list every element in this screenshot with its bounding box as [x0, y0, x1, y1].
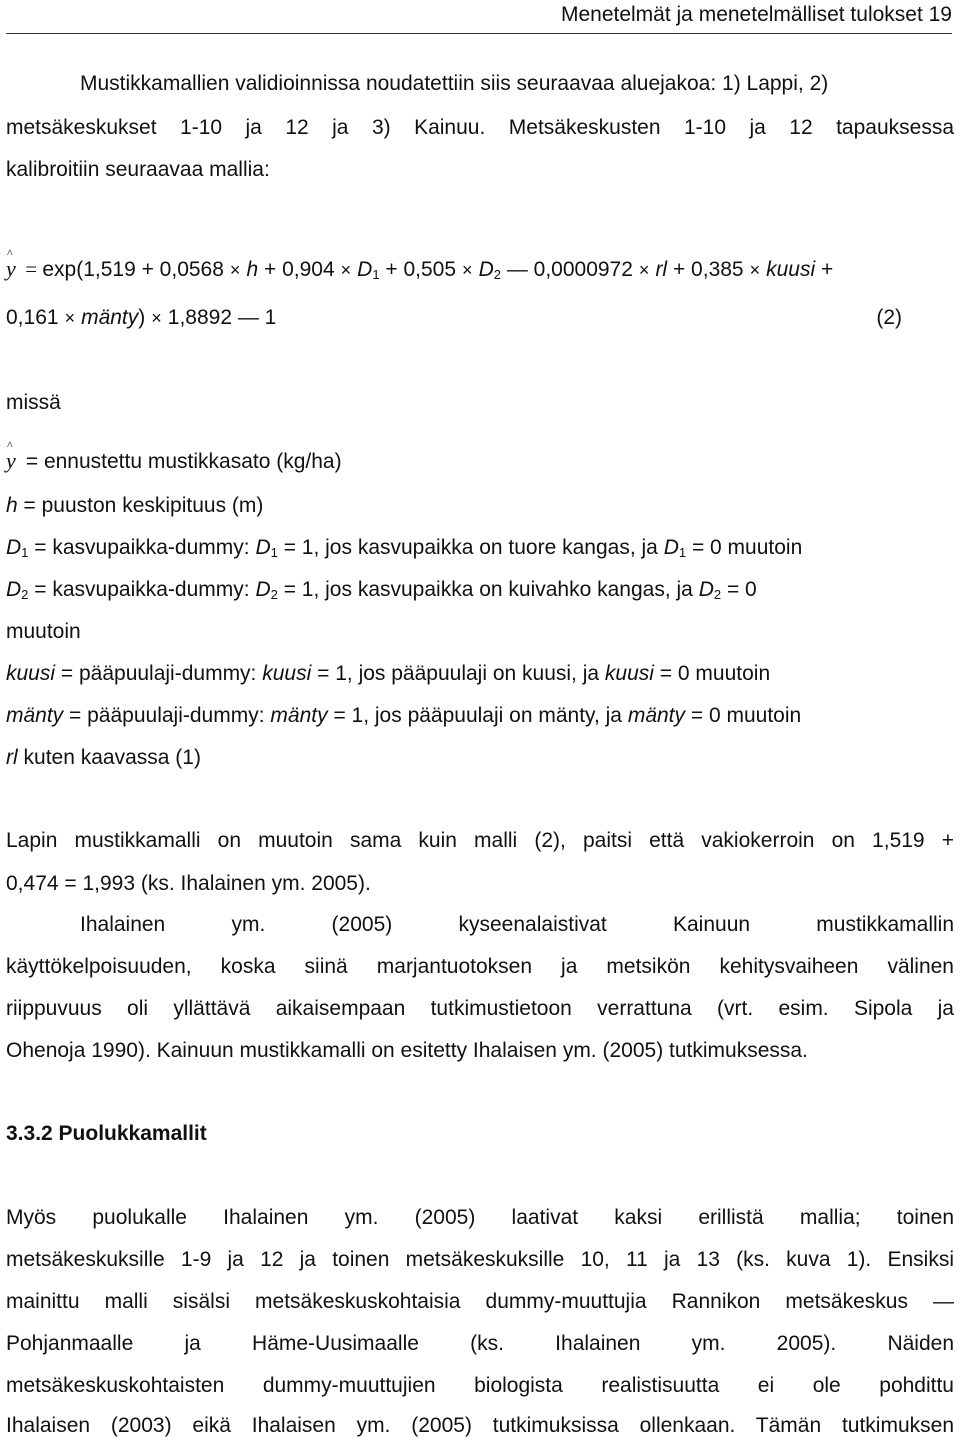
- missa-label: missä: [6, 391, 61, 414]
- section-heading: 3.3.2 Puolukkamallit: [6, 1122, 207, 1145]
- lappi-line-1: Lapin mustikkamalli on muutoin sama kuin malli (2), paitsi että vakiokerroin on 1,519 +: [6, 829, 954, 852]
- def-yhat: ^ y = ennustettu mustikkasato (kg/ha): [6, 438, 342, 473]
- def-d2-cont: muutoin: [6, 620, 81, 643]
- puolukka-line-3: mainittu malli sisälsi metsäkeskuskohtaisia dummy-muuttujia Rannikon metsäkeskus —: [6, 1290, 954, 1313]
- puolukka-line-2: metsäkeskuksille 1-9 ja 12 ja toinen metsäkeskuksille 10, 11 ja 13 (ks. kuva 1). Ensiksi: [6, 1248, 954, 1271]
- page-header: [0, 0, 960, 36]
- intro-line-2: metsäkeskukset 1-10 ja 12 ja 3) Kainuu. Metsäkeskusten 1-10 ja 12 tapauksessa: [6, 116, 954, 139]
- equation-line-2: 0,161 × mänty) × 1,8892 — 1 (2): [6, 304, 954, 332]
- puolukka-line-5: metsäkeskuskohtaisten dummy-muuttujien biologista realistisuutta ei ole pohdittu: [6, 1374, 954, 1397]
- def-h: h = puuston keskipituus (m): [6, 494, 264, 517]
- equation-line-1: ^ $y = \exp(1,519 + 0,0568 \times h + 0,904 \times D_1 + 0,505 \times D_2$ — 0,0000972 × rl + 0,385 × kuusi +: [6, 246, 834, 282]
- def-d1: $D_1$ = kasvupaikka-dummy: $D_1 = 1$, jos kasvupaikka on tuore kangas, ja $D_1 = 0$ muutoin: [6, 536, 803, 560]
- def-kuusi: kuusi = pääpuulaji-dummy: kuusi = 1, jos pääpuulaji on kuusi, ja kuusi = 0 muutoin: [6, 662, 771, 685]
- intro-line-1: Mustikkamallien validioinnissa noudatettiin siis seuraavaa aluejakoa: 1) Lappi, 2): [80, 72, 829, 95]
- ihalainen-line-3: riippuvuus oli yllättävä aikaisempaan tutkimustietoon verrattuna (vrt. esim. Sipola ja: [6, 997, 954, 1020]
- equation-number: (2): [876, 306, 902, 329]
- header-rule: [6, 33, 952, 34]
- puolukka-line-1: Myös puolukalle Ihalainen ym. (2005) laativat kaksi erillistä mallia; toinen: [6, 1206, 954, 1229]
- def-d2: $D_2$ = kasvupaikka-dummy: $D_2 = 1$, jos kasvupaikka on kuivahko kangas, ja $D_2 = 0$: [6, 578, 757, 602]
- def-manty: mänty = pääpuulaji-dummy: mänty = 1, jos pääpuulaji on mänty, ja mänty = 0 muutoin: [6, 704, 802, 727]
- def-rl: rl kuten kaavassa (1): [6, 746, 201, 769]
- lappi-line-2: 0,474 = 1,993 (ks. Ihalainen ym. 2005).: [6, 872, 371, 895]
- puolukka-line-4: Pohjanmaalle ja Häme-Uusimaalle (ks. Ihalainen ym. 2005). Näiden: [6, 1332, 954, 1355]
- ihalainen-line-1: Ihalainen ym. (2005) kyseenalaistivat Kainuun mustikkamallin: [80, 913, 954, 936]
- y-hat-symbol: ^ y: [6, 246, 16, 281]
- intro-line-3: kalibroitiin seuraavaa mallia:: [6, 158, 270, 181]
- running-title: Menetelmät ja menetelmälliset tulokset 19: [560, 3, 952, 26]
- ihalainen-line-4: Ohenoja 1990). Kainuun mustikkamalli on esitetty Ihalaisen ym. (2005) tutkimuksessa.: [6, 1039, 808, 1062]
- puolukka-line-6: Ihalaisen (2003) eikä Ihalaisen ym. (2005) tutkimuksissa ollenkaan. Tämän tutkimuksen: [6, 1414, 954, 1437]
- ihalainen-line-2: käyttökelpoisuuden, koska siinä marjantuotoksen ja metsikön kehitysvaiheen välinen: [6, 955, 954, 978]
